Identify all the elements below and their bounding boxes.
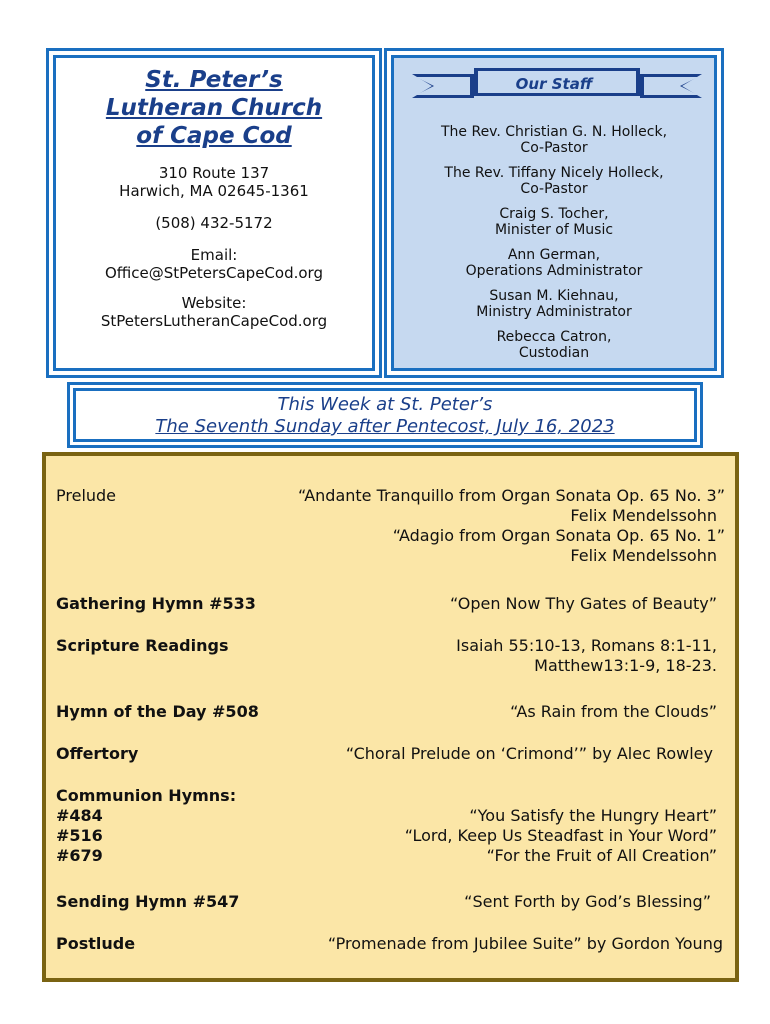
church-name-line2: Lutheran Church <box>105 95 323 121</box>
sending-hymn-title: “Sent Forth by God’s Blessing” <box>464 892 711 911</box>
hymn-of-day-title: “As Rain from the Clouds” <box>510 702 717 721</box>
staff-member <box>394 165 714 197</box>
communion-hymn-title: “You Satisfy the Hungry Heart” <box>469 806 717 825</box>
staff-member <box>394 329 714 361</box>
communion-hymn-number: #516 <box>56 826 103 845</box>
communion-hymn-title: “For the Fruit of All Creation” <box>486 846 717 865</box>
church-name-line3: of Cape Cod <box>136 123 292 149</box>
church-name-line1: St. Peter’s <box>145 67 283 93</box>
staff-role: Minister of Music <box>494 222 614 238</box>
website-address: StPetersLutheranCapeCod.org <box>100 312 328 330</box>
staff-role: Ministry Administrator <box>476 304 632 320</box>
communion-hymn-number: #679 <box>56 846 103 865</box>
church-info-box <box>46 48 382 378</box>
staff-name: Rebecca Catron, <box>496 329 612 345</box>
this-week-inner <box>73 388 697 442</box>
email-label: Email: <box>190 246 238 264</box>
prelude-composer-1: Felix Mendelssohn <box>570 506 717 525</box>
hymn-of-day-label: Hymn of the Day #508 <box>56 702 259 721</box>
staff-role: Co-Pastor <box>520 181 588 197</box>
prelude-composer-2: Felix Mendelssohn <box>570 546 717 565</box>
sending-hymn-label: Sending Hymn #547 <box>56 892 240 911</box>
gathering-hymn-label: Gathering Hymn #533 <box>56 594 256 613</box>
prelude-label: Prelude <box>56 486 117 505</box>
staff-banner <box>394 66 714 106</box>
offertory-title: “Choral Prelude on ‘Crimond’” by Alec Rowley <box>345 744 713 763</box>
staff-role: Operations Administrator <box>465 263 643 279</box>
address-line1: 310 Route 137 <box>158 164 270 182</box>
postlude-title: “Promenade from Jubilee Suite” by Gordon Young <box>327 934 723 953</box>
staff-member <box>394 288 714 320</box>
staff-member <box>394 124 714 156</box>
staff-banner-label: Our Staff <box>515 75 593 93</box>
staff-name: The Rev. Tiffany Nicely Holleck, <box>444 165 664 181</box>
church-phone: (508) 432-5172 <box>155 214 273 232</box>
scripture-line-2: Matthew13:1-9, 18-23. <box>534 656 717 675</box>
communion-hymn-number: #484 <box>56 806 103 825</box>
staff-role: Co-Pastor <box>520 140 588 156</box>
scripture-label: Scripture Readings <box>56 636 229 655</box>
staff-member <box>394 247 714 279</box>
church-address <box>56 164 372 200</box>
staff-inner <box>391 55 717 371</box>
this-week-box <box>67 382 703 448</box>
offertory-label: Offertory <box>56 744 139 763</box>
staff-member <box>394 206 714 238</box>
postlude-label: Postlude <box>56 934 136 953</box>
prelude-piece-2: “Adagio from Organ Sonata Op. 65 No. 1” <box>392 526 725 545</box>
service-order-box <box>42 452 739 982</box>
scripture-line-1: Isaiah 55:10-13, Romans 8:1-11, <box>456 636 717 655</box>
address-line2: Harwich, MA 02645-1361 <box>119 182 309 200</box>
staff-name: Ann German, <box>507 247 601 263</box>
this-week-date: The Seventh Sunday after Pentecost, July 16, 2023 <box>155 416 615 437</box>
staff-name: The Rev. Christian G. N. Holleck, <box>440 124 668 140</box>
church-info-inner <box>53 55 375 371</box>
email-address: Office@StPetersCapeCod.org <box>105 264 323 282</box>
communion-hymn-title: “Lord, Keep Us Steadfast in Your Word” <box>404 826 717 845</box>
staff-name: Craig S. Tocher, <box>499 206 609 222</box>
communion-label: Communion Hymns: <box>56 786 237 805</box>
staff-role: Custodian <box>518 345 590 361</box>
staff-name: Susan M. Kiehnau, <box>489 288 619 304</box>
church-email-block <box>56 246 372 282</box>
prelude-piece-1: “Andante Tranquillo from Organ Sonata Op. 65 No. 3” <box>297 486 725 505</box>
staff-list <box>394 124 714 361</box>
staff-box <box>384 48 724 378</box>
church-website-block <box>56 294 372 330</box>
this-week-heading: This Week at St. Peter’s <box>277 394 493 415</box>
gathering-hymn-title: “Open Now Thy Gates of Beauty” <box>450 594 717 613</box>
website-label: Website: <box>181 294 247 312</box>
